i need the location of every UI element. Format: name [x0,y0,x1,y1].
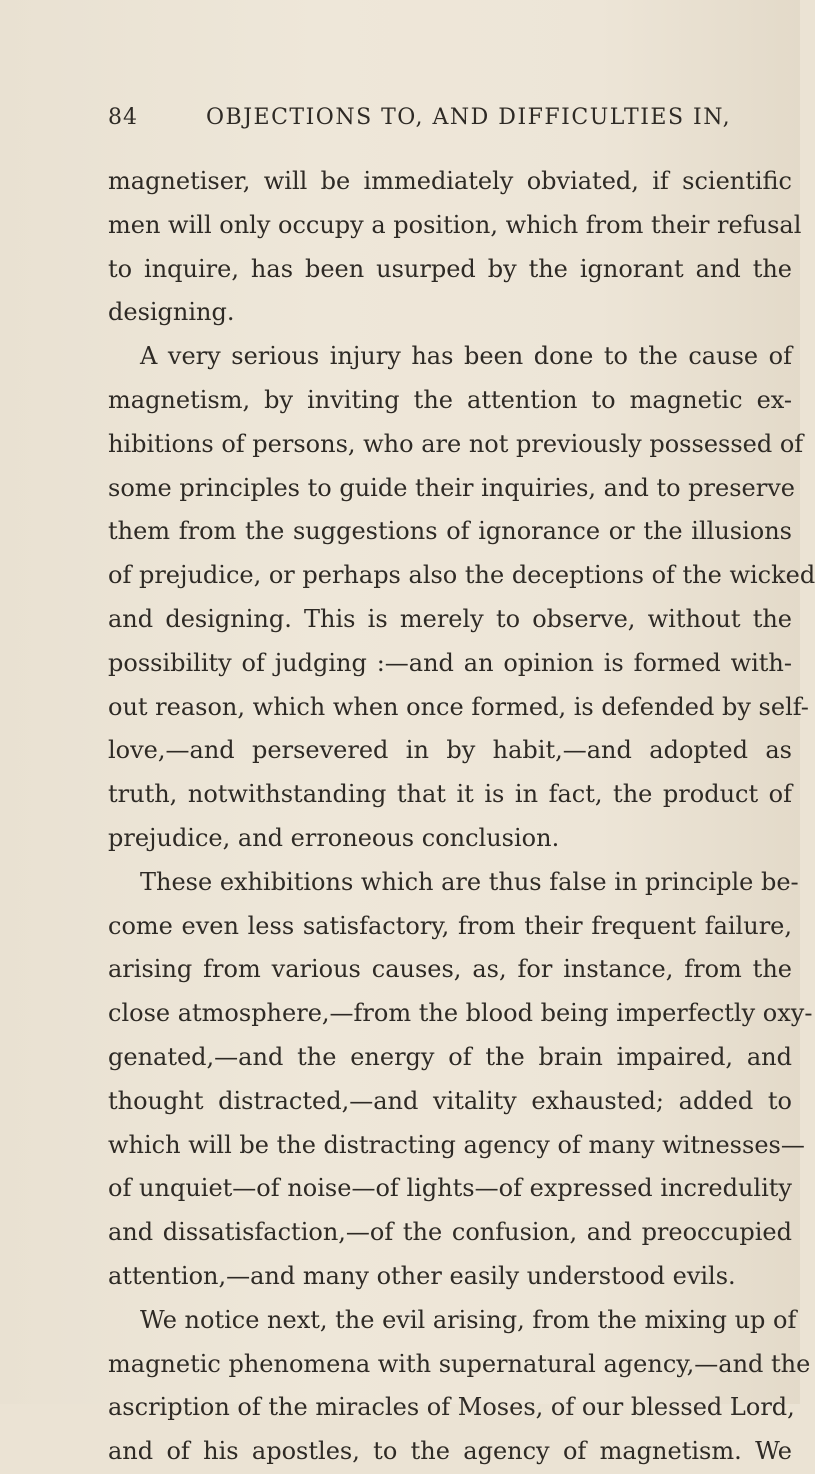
text-line: designing. [108,298,235,327]
text-line: possibility of judging :—and an opinion is formed with- [108,648,792,677]
text-line: hibitions of persons, who are not previously possessed of [108,429,804,458]
text-line: some principles to guide their inquiries, and to preserve [108,473,795,502]
text-line: of prejudice, or perhaps also the deceptions of the wicked [108,561,815,590]
text-line: prejudice, and erroneous conclusion. [108,823,560,852]
text-line: of unquiet—of noise—of lights—of expressed incredulity [108,1174,792,1203]
text-line: truth, notwithstanding that it is in fact, the product of [108,780,792,809]
text-line: attention,—and many other easily understood evils. [108,1261,736,1290]
text-line: and dissatisfaction,—of the confusion, and preoccupied [108,1218,792,1247]
text-line: genated,—and the energy of the brain impaired, and [108,1042,792,1071]
text-line: close atmosphere,—from the blood being imperfectly oxy- [108,999,813,1028]
text-line: magnetic phenomena with supernatural agency,—and the [108,1349,811,1378]
text-line: and designing. This is merely to observe, without the [108,604,792,633]
text-line: arising from various causes, as, for instance, from the [108,955,792,984]
page-header [108,105,748,139]
text-line: them from the suggestions of ignorance or the illusions [108,517,792,546]
text-line: out reason, which when once formed, is defended by self- [108,692,809,721]
text-line: men will only occupy a position, which from their refusal [108,210,802,239]
running-head: OBJECTIONS TO, AND DIFFICULTIES IN, [206,105,732,130]
text-line: and of his apostles, to the agency of magnetism. We [108,1437,792,1466]
text-line: We notice next, the evil arising, from the mixing up of [140,1305,797,1334]
page-number: 84 [108,105,138,130]
text-line: come even less satisfactory, from their frequent failure, [108,911,792,940]
text-line: love,—and persevered in by habit,—and adopted as [108,736,792,765]
text-line: A very serious injury has been done to the cause of [140,342,792,371]
text-line: which will be the distracting agency of many witnesses— [108,1130,805,1159]
body-text [108,160,815,1474]
text-line: magnetiser, will be immediately obviated, if scientific [108,167,792,195]
text-line: to inquire, has been usurped by the ignorant and the [108,254,792,283]
text-line: ascription of the miracles of Moses, of our blessed Lord, [108,1393,795,1422]
text-line: thought distracted,—and vitality exhausted; added to [108,1086,792,1115]
text-line: These exhibitions which are thus false in principle be- [140,867,799,896]
text-line: magnetism, by inviting the attention to magnetic ex- [108,385,792,414]
